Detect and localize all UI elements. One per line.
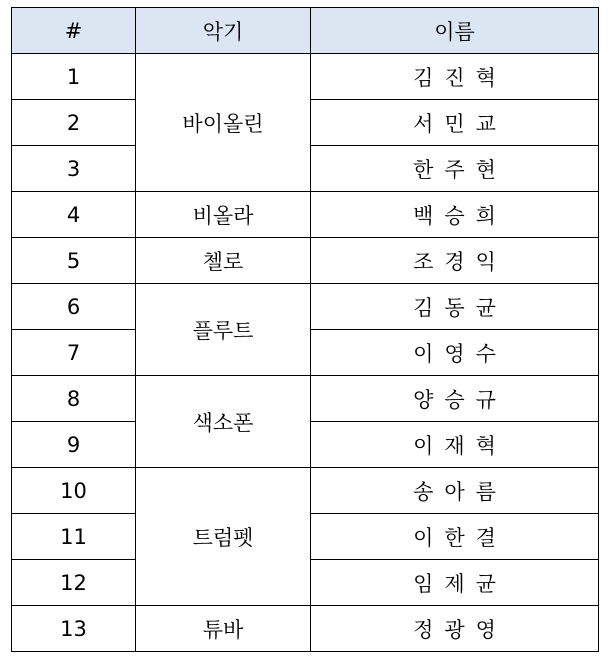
row-number: 9 bbox=[12, 422, 136, 468]
header-instrument: 악기 bbox=[136, 8, 311, 54]
member-name: 조경익 bbox=[311, 238, 599, 284]
member-name: 이재혁 bbox=[311, 422, 599, 468]
row-number: 8 bbox=[12, 376, 136, 422]
table-row bbox=[12, 468, 599, 514]
row-number: 7 bbox=[12, 330, 136, 376]
row-number: 1 bbox=[12, 54, 136, 100]
row-number: 6 bbox=[12, 284, 136, 330]
table-row bbox=[12, 54, 599, 100]
instrument-cell: 비올라 bbox=[136, 192, 311, 238]
instrument-cell: 색소폰 bbox=[136, 376, 311, 468]
row-number: 13 bbox=[12, 606, 136, 652]
member-name: 한주현 bbox=[311, 146, 599, 192]
row-number: 11 bbox=[12, 514, 136, 560]
member-name: 백승희 bbox=[311, 192, 599, 238]
member-name: 이영수 bbox=[311, 330, 599, 376]
member-name: 김동균 bbox=[311, 284, 599, 330]
member-name: 이한결 bbox=[311, 514, 599, 560]
member-name: 서민교 bbox=[311, 100, 599, 146]
header-name: 이름 bbox=[311, 8, 599, 54]
table-row bbox=[12, 238, 599, 284]
member-name: 김진혁 bbox=[311, 54, 599, 100]
row-number: 3 bbox=[12, 146, 136, 192]
row-number: 4 bbox=[12, 192, 136, 238]
roster-sheet bbox=[11, 7, 599, 652]
member-name: 양승규 bbox=[311, 376, 599, 422]
member-name: 임제균 bbox=[311, 560, 599, 606]
table-row bbox=[12, 192, 599, 238]
instrument-roster-table bbox=[11, 7, 599, 652]
member-name: 송아름 bbox=[311, 468, 599, 514]
instrument-cell: 첼로 bbox=[136, 238, 311, 284]
row-number: 5 bbox=[12, 238, 136, 284]
instrument-cell: 트럼펫 bbox=[136, 468, 311, 606]
instrument-cell: 플루트 bbox=[136, 284, 311, 376]
header-row bbox=[12, 8, 599, 54]
table-row bbox=[12, 284, 599, 330]
header-number: # bbox=[12, 8, 136, 54]
row-number: 2 bbox=[12, 100, 136, 146]
table-row bbox=[12, 606, 599, 652]
table-row bbox=[12, 376, 599, 422]
member-name: 정광영 bbox=[311, 606, 599, 652]
row-number: 12 bbox=[12, 560, 136, 606]
row-number: 10 bbox=[12, 468, 136, 514]
instrument-cell: 튜바 bbox=[136, 606, 311, 652]
instrument-cell: 바이올린 bbox=[136, 54, 311, 192]
